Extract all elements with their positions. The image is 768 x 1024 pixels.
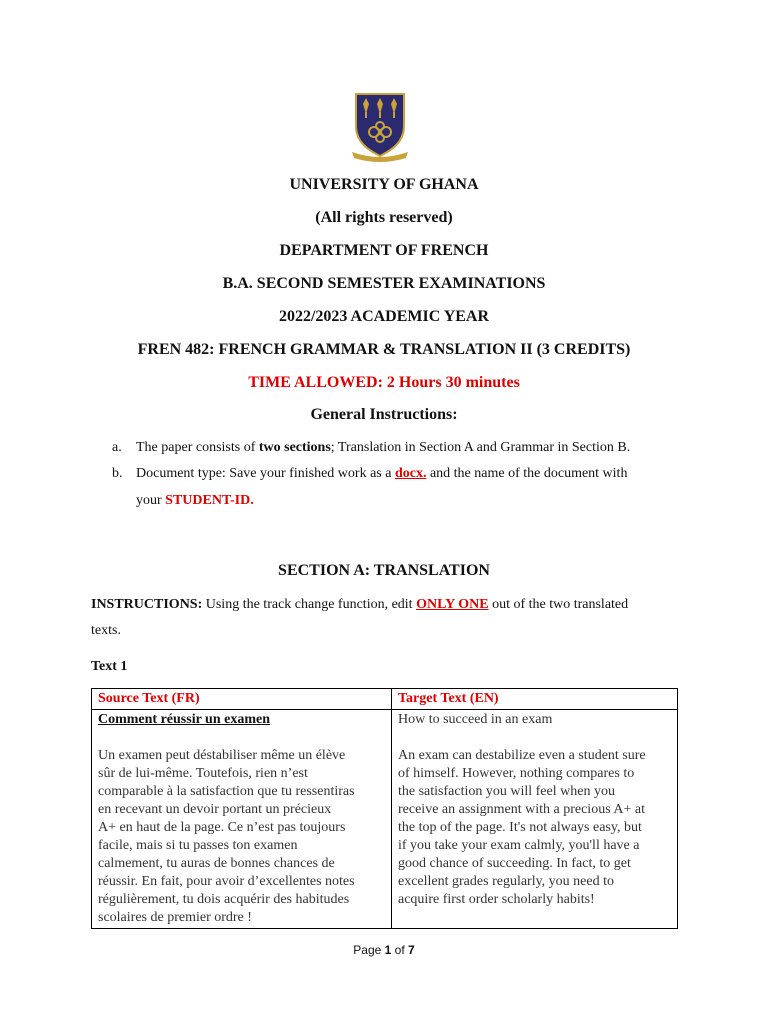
instruction-marker: b. [112,466,123,481]
instruction-text: Document type: Save your finished work as a [136,466,395,481]
student-id-label: STUDENT-ID. [165,493,254,508]
target-title: How to succeed in an exam [398,712,553,727]
source-line: régulièrement, tu dois acquérir des habitudes [98,892,350,907]
source-line: en recevant un devoir portant un précieux [98,802,332,817]
source-line: A+ en haut de la page. Ce n’est pas toujours [98,820,346,835]
table-header-row [92,689,678,710]
source-paragraph [98,747,385,927]
university-name: UNIVERSITY OF GHANA [289,176,479,193]
of-label: of [394,943,405,957]
target-line: acquire first order scholarly habits! [398,892,595,907]
target-line: receive an assignment with a precious A+ at [398,802,645,817]
target-text-header: Target Text (EN) [392,689,678,710]
page-total: 7 [408,943,415,957]
target-line: good chance of succeeding. In fact, to get [398,856,631,871]
source-line: Un examen peut déstabiliser même un élève [98,748,346,763]
target-line: of himself. However, nothing compares to [398,766,635,781]
instruction-text: The paper consists of [136,440,259,455]
course-title: FREN 482: FRENCH GRAMMAR & TRANSLATION II (3 CREDITS) [137,341,631,358]
source-line: scolaires de premier ordre ! [98,910,252,925]
page-number: 1 [384,943,392,957]
target-line: the top of the page. It's not always easy, but [398,820,642,835]
table-row [92,710,678,929]
translation-table [91,688,678,929]
page-footer [0,943,768,957]
source-line: sûr de lui-même. Toutefois, rien n’est [98,766,308,781]
target-line: if you take your exam calmly, you'll have a [398,838,640,853]
section-a-instructions [91,596,691,640]
instruction-emphasis: two sections [258,440,331,455]
university-crest-logo [348,90,412,162]
text-1-label: Text 1 [91,659,128,674]
target-line: excellent grades regularly, you need to [398,874,615,889]
page-label: Page [353,943,382,957]
instructions-text: Using the track change function, edit [202,597,417,612]
target-text-cell[interactable] [392,710,678,929]
time-allowed: TIME ALLOWED: 2 Hours 30 minutes [248,374,520,391]
target-line: the satisfaction you will feel when you [398,784,615,799]
instruction-marker: a. [112,440,122,455]
instruction-text: your [136,493,166,508]
source-line: facile, mais si tu passes ton examen [98,838,298,853]
rights-notice: (All rights reserved) [315,209,453,226]
academic-year: 2022/2023 ACADEMIC YEAR [278,308,490,325]
source-text-cell [92,710,392,929]
source-line: calmement, tu auras de bonnes chances de [98,856,335,871]
instruction-item-b [112,465,672,509]
only-one-emphasis: ONLY ONE [416,597,489,612]
instructions-text: texts. [91,623,121,638]
source-line: comparable à la satisfaction que tu ressentiras [98,784,355,799]
source-text-header: Source Text (FR) [92,689,392,710]
instruction-text: and the name of the document with [426,466,628,481]
docx-format: docx. [394,466,427,481]
general-instructions-title: General Instructions: [310,406,458,423]
section-a-title: SECTION A: TRANSLATION [278,562,490,579]
instructions-label: INSTRUCTIONS: [91,597,203,612]
source-line: réussir. En fait, pour avoir d’excellentes notes [98,874,355,889]
source-title: Comment réussir un examen [98,712,271,727]
department-name: DEPARTMENT OF FRENCH [279,242,489,259]
target-line: An exam can destabilize even a student sure [398,748,646,763]
instruction-text: ; Translation in Section A and Grammar in Section B. [330,440,631,455]
exam-title: B.A. SECOND SEMESTER EXAMINATIONS [222,275,546,292]
target-paragraph [398,747,671,909]
instructions-text: out of the two translated [488,597,629,612]
